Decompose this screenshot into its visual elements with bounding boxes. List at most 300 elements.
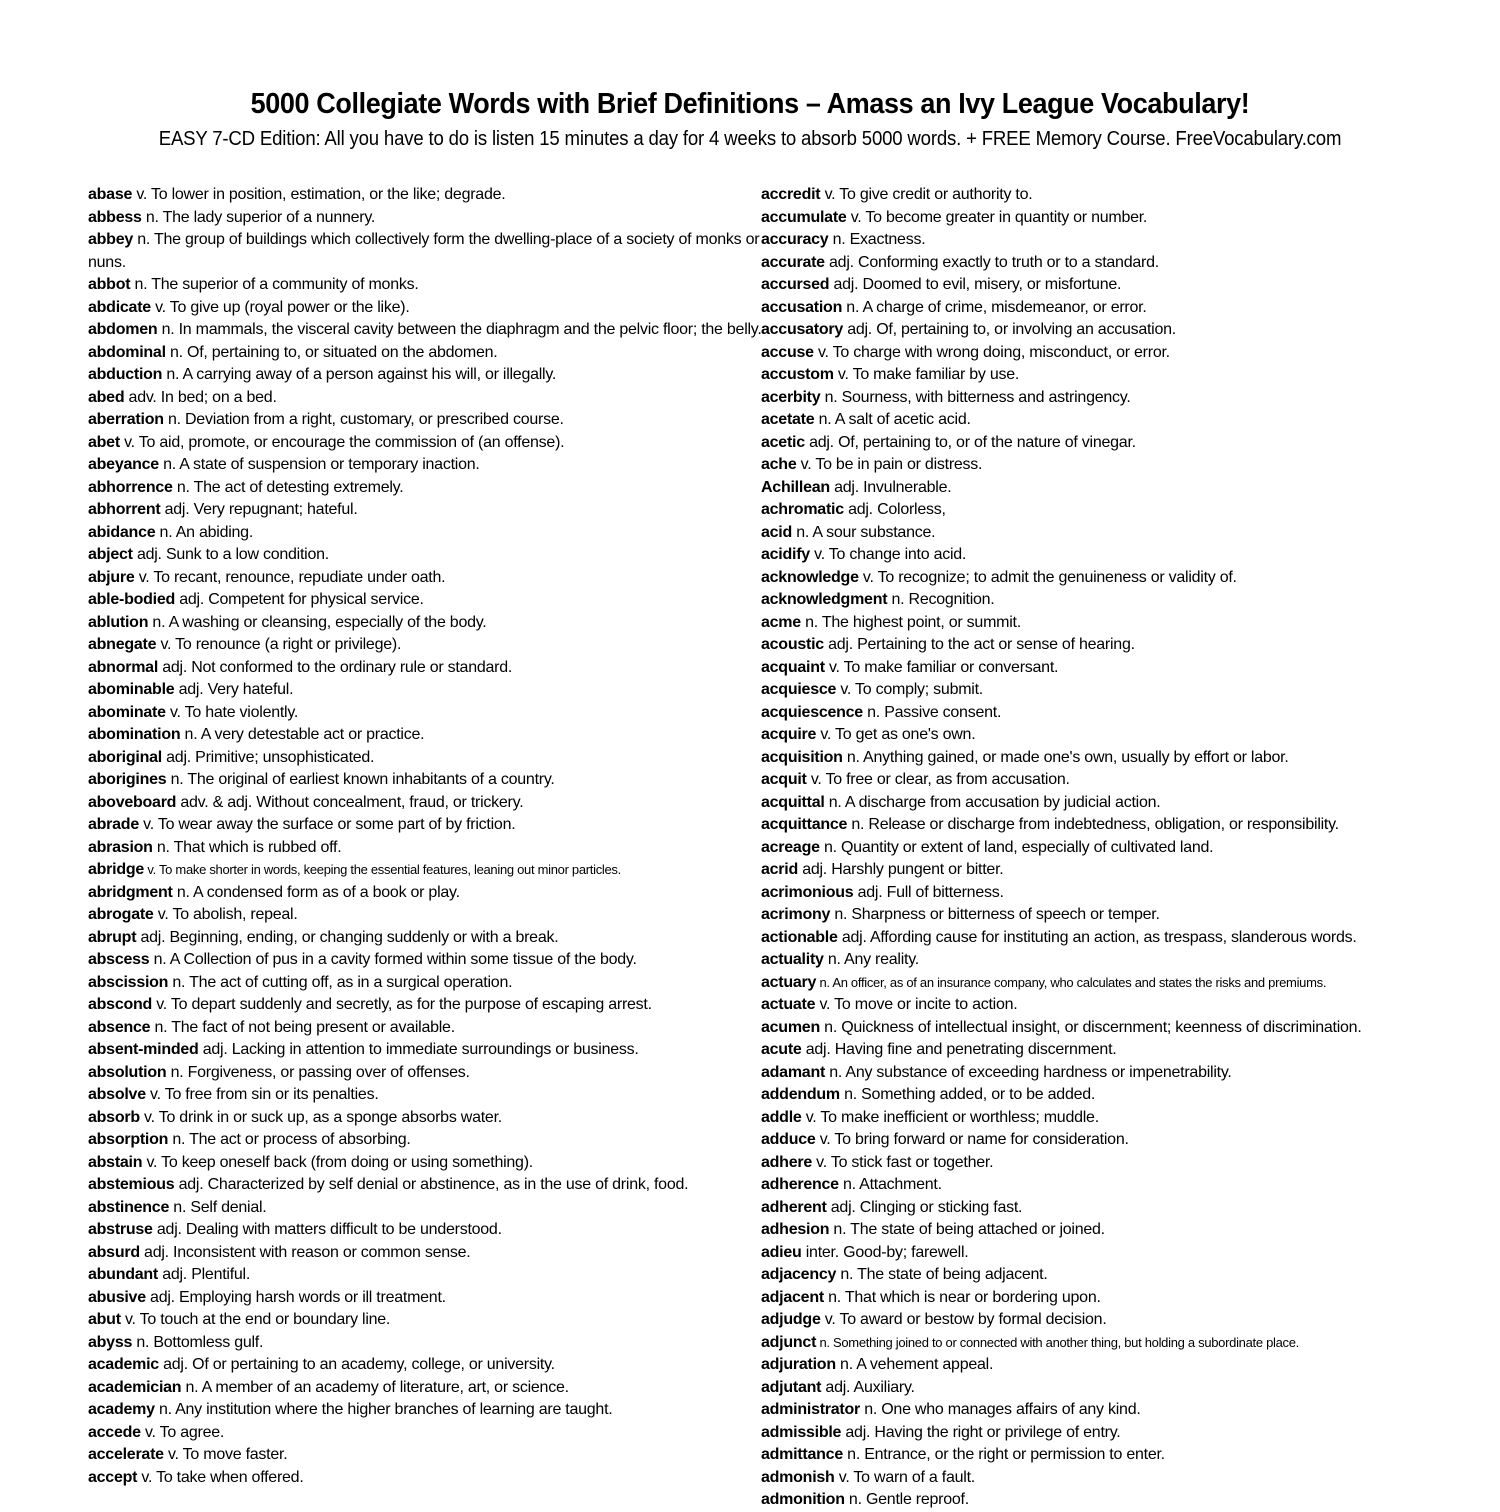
dictionary-entry	[88, 724, 778, 747]
entry-word: adjudge	[761, 1311, 821, 1328]
entry-word: adjacency	[761, 1266, 837, 1283]
dictionary-entry	[88, 207, 778, 230]
dictionary-entry	[88, 454, 778, 477]
entry-word: abject	[88, 546, 133, 563]
dictionary-entry	[761, 634, 1461, 657]
entry-definition: v. To make familiar or conversant.	[824, 658, 1059, 676]
entry-word: acquittal	[761, 793, 825, 811]
entry-definition: adj. Auxiliary.	[821, 1378, 915, 1396]
entry-definition: n. Entrance, or the right or permission to enter.	[842, 1446, 1165, 1463]
page-title: 5000 Collegiate Words with Brief Definitions – Amass an Ivy League Vocabulary!	[250, 88, 1250, 120]
entry-definition: n. A charge of crime, misdemeanor, or error.	[842, 298, 1147, 316]
entry-word: abjure	[88, 568, 135, 586]
entry-definition: adj. Beginning, ending, or changing suddenly or with a break.	[136, 928, 559, 946]
dictionary-entry	[761, 589, 1461, 612]
entry-word: accuse	[761, 343, 814, 361]
dictionary-entry	[88, 634, 778, 657]
entry-definition: v. To make shorter in words, keeping the essential features, leaning out minor particles.	[144, 862, 621, 877]
entry-word: abrupt	[88, 928, 137, 946]
entry-word: abrade	[88, 816, 139, 833]
entry-definition: v. To change into acid.	[809, 546, 967, 563]
entry-definition: n. The group of buildings which collectively form the dwelling-place of a society of monks or nuns.	[88, 231, 760, 271]
left-column	[88, 184, 778, 1489]
entry-word: abhorrence	[88, 478, 173, 496]
dictionary-entry	[88, 1174, 778, 1197]
entry-definition: v. To free from sin or its penalties.	[145, 1086, 379, 1103]
dictionary-entry	[88, 274, 778, 297]
entry-definition: n. An officer, as of an insurance company, who calculates and states the risks and premiums.	[816, 974, 1327, 990]
entry-word: acrimonious	[761, 883, 854, 901]
dictionary-entry	[88, 679, 778, 702]
entry-definition: n. That which is near or bordering upon.	[823, 1288, 1101, 1306]
entry-word: abduction	[88, 366, 163, 383]
entry-word: accusatory	[761, 321, 843, 338]
entry-definition: n. Something joined to or connected with another thing, but holding a subordinate place.	[816, 1334, 1299, 1350]
entry-definition: adj. Employing harsh words or ill treatment.	[145, 1288, 446, 1306]
entry-word: absolution	[88, 1063, 167, 1081]
entry-definition: adj. Inconsistent with reason or common sense.	[139, 1243, 471, 1261]
dictionary-entry	[761, 994, 1461, 1017]
entry-word: actuary	[761, 973, 817, 991]
dictionary-entry	[88, 612, 778, 635]
dictionary-entry	[761, 702, 1461, 725]
entry-word: acquaint	[761, 658, 825, 676]
entry-definition: v. To agree.	[140, 1423, 225, 1441]
dictionary-entry	[88, 1017, 778, 1040]
dictionary-entry	[88, 837, 778, 860]
entry-word: acoustic	[761, 636, 824, 653]
entry-definition: v. To move faster.	[163, 1446, 288, 1463]
dictionary-entry	[761, 454, 1461, 477]
entry-definition: n. The act or process of absorbing.	[168, 1131, 411, 1148]
entry-definition: n. A carrying away of a person against his will, or illegally.	[162, 366, 557, 383]
dictionary-entry	[88, 229, 778, 274]
entry-word: accede	[88, 1423, 141, 1441]
entry-word: abridge	[88, 861, 145, 878]
entry-word: Achillean	[761, 478, 830, 496]
entry-definition: v. To touch at the end or boundary line.	[120, 1311, 391, 1328]
dictionary-entry	[761, 1242, 1461, 1265]
entry-word: ablution	[88, 613, 149, 631]
entry-definition: adv. In bed; on a bed.	[124, 388, 277, 406]
entry-definition: adj. Dealing with matters difficult to be understood.	[152, 1221, 502, 1238]
entry-definition: v. To renounce (a right or privilege).	[156, 636, 402, 653]
entry-word: achromatic	[761, 501, 844, 518]
dictionary-entry	[761, 814, 1461, 837]
entry-definition: n. That which is rubbed off.	[152, 838, 342, 856]
entry-definition: v. To abolish, repeal.	[153, 906, 298, 923]
dictionary-entry	[88, 1107, 778, 1130]
entry-word: absurd	[88, 1243, 140, 1261]
entry-word: abominable	[88, 681, 175, 698]
entry-definition: v. To wear away the surface or some part of by friction.	[138, 816, 516, 833]
entry-definition: n. Sharpness or bitterness of speech or temper.	[830, 906, 1160, 923]
entry-word: acquiescence	[761, 703, 863, 721]
entry-definition: n. A washing or cleansing, especially of the body.	[148, 613, 487, 631]
entry-word: actionable	[761, 928, 838, 946]
dictionary-entry	[761, 274, 1461, 297]
entry-word: addle	[761, 1108, 802, 1126]
entry-word: admonition	[761, 1491, 845, 1508]
dictionary-entry	[88, 1287, 778, 1310]
dictionary-entry	[761, 612, 1461, 635]
dictionary-entry	[761, 1197, 1461, 1220]
dictionary-entry	[88, 747, 778, 770]
entry-definition: n. The state of being adjacent.	[836, 1266, 1048, 1283]
dictionary-entry	[88, 387, 778, 410]
dictionary-entry	[88, 814, 778, 837]
dictionary-entry	[88, 1444, 778, 1467]
entry-word: abstain	[88, 1153, 143, 1171]
entry-word: abbey	[88, 231, 133, 248]
dictionary-entry	[761, 1489, 1461, 1512]
entry-definition: n. An abiding.	[155, 523, 254, 541]
entry-word: abdomen	[88, 321, 158, 338]
dictionary-entry	[88, 657, 778, 680]
entry-word: acquit	[761, 771, 807, 788]
entry-definition: n. Any institution where the higher branches of learning are taught.	[154, 1401, 613, 1418]
entry-word: absorption	[88, 1131, 169, 1148]
entry-definition: v. To recognize; to admit the genuineness or validity of.	[858, 568, 1237, 586]
entry-word: abbess	[88, 208, 142, 226]
dictionary-entry	[761, 252, 1461, 275]
entry-word: accelerate	[88, 1446, 164, 1463]
entry-definition: v. To bring forward or name for consideration.	[815, 1131, 1129, 1148]
entry-word: abusive	[88, 1288, 146, 1306]
entry-word: abnormal	[88, 658, 159, 676]
dictionary-entry	[761, 522, 1461, 545]
entry-definition: adj. Sunk to a low condition.	[132, 546, 329, 563]
entry-word: abet	[88, 433, 120, 451]
entry-word: aberration	[88, 411, 164, 428]
entry-word: abyss	[88, 1333, 133, 1351]
entry-word: acrid	[761, 861, 798, 878]
entry-definition: adj. Of, pertaining to, or involving an accusation.	[843, 321, 1176, 338]
dictionary-entry	[761, 769, 1461, 792]
entry-word: abbot	[88, 276, 131, 293]
entry-word: administrator	[761, 1401, 860, 1418]
entry-word: abdominal	[88, 343, 166, 361]
entry-definition: n. A Collection of pus in a cavity formed within some tissue of the body.	[149, 951, 637, 968]
entry-definition: n. The original of earliest known inhabitants of a country.	[166, 771, 555, 788]
entry-word: adieu	[761, 1243, 802, 1261]
entry-word: accusation	[761, 298, 843, 316]
entry-word: acquittance	[761, 816, 848, 833]
entry-word: acid	[761, 523, 793, 541]
entry-word: accumulate	[761, 208, 847, 226]
dictionary-entry	[761, 1062, 1461, 1085]
entry-definition: n. Something added, or to be added.	[839, 1086, 1096, 1103]
dictionary-entry	[88, 477, 778, 500]
dictionary-entry	[88, 432, 778, 455]
entry-definition: v. To become greater in quantity or number.	[846, 208, 1148, 226]
entry-definition: n. The fact of not being present or available.	[150, 1018, 455, 1036]
dictionary-entry	[88, 1039, 778, 1062]
entry-definition: v. To comply; submit.	[836, 681, 983, 698]
dictionary-entry	[761, 1107, 1461, 1130]
dictionary-entry	[761, 882, 1461, 905]
entry-word: abscission	[88, 973, 169, 991]
dictionary-entry	[761, 1264, 1461, 1287]
entry-definition: v. To aid, promote, or encourage the commission of (an offense).	[119, 433, 565, 451]
entry-definition: v. To lower in position, estimation, or the like; degrade.	[132, 186, 506, 203]
right-column	[761, 184, 1461, 1512]
entry-definition: n. A very detestable act or practice.	[180, 726, 425, 743]
entry-word: acetate	[761, 411, 815, 428]
entry-word: academician	[88, 1378, 182, 1396]
entry-word: acidify	[761, 546, 810, 563]
entry-definition: n. Attachment.	[838, 1176, 942, 1193]
dictionary-entry	[761, 1129, 1461, 1152]
dictionary-entry	[761, 567, 1461, 590]
entry-word: acknowledgment	[761, 591, 888, 608]
entry-definition: v. To give up (royal power or the like).	[150, 298, 410, 316]
dictionary-entry	[761, 1422, 1461, 1445]
dictionary-entry	[761, 1084, 1461, 1107]
entry-word: accredit	[761, 186, 821, 203]
dictionary-entry	[88, 499, 778, 522]
entry-word: abscond	[88, 996, 153, 1013]
entry-word: abeyance	[88, 456, 159, 473]
entry-word: adhesion	[761, 1221, 830, 1238]
dictionary-entry	[761, 184, 1461, 207]
dictionary-entry	[761, 1399, 1461, 1422]
dictionary-entry	[761, 1467, 1461, 1490]
entry-definition: n. Quickness of intellectual insight, or discernment; keenness of discrimination.	[819, 1018, 1362, 1036]
entry-definition: v. To keep oneself back (from doing or using something).	[142, 1153, 533, 1171]
entry-definition: n. A member of an academy of literature, art, or science.	[181, 1378, 569, 1396]
dictionary-entry	[88, 364, 778, 387]
entry-word: acumen	[761, 1018, 820, 1036]
dictionary-entry	[88, 409, 778, 432]
entry-word: abstruse	[88, 1221, 153, 1238]
dictionary-entry	[88, 567, 778, 590]
entry-word: admittance	[761, 1446, 843, 1463]
entry-definition: n. The state of being attached or joined.	[829, 1221, 1105, 1238]
entry-word: ache	[761, 456, 797, 473]
entry-definition: n. A vehement appeal.	[835, 1356, 994, 1373]
dictionary-entry	[88, 859, 778, 882]
entry-definition: v. To free or clear, as from accusation.	[806, 771, 1070, 788]
dictionary-entry	[88, 342, 778, 365]
dictionary-entry	[88, 904, 778, 927]
entry-word: aboriginal	[88, 748, 162, 766]
entry-word: adjacent	[761, 1288, 824, 1306]
entry-definition: adj. Competent for physical service.	[175, 591, 424, 608]
dictionary-entry	[88, 319, 778, 342]
entry-definition: v. To drink in or suck up, as a sponge absorbs water.	[139, 1108, 502, 1126]
dictionary-entry	[761, 544, 1461, 567]
entry-word: abed	[88, 388, 125, 406]
dictionary-entry	[761, 387, 1461, 410]
dictionary-entry	[88, 972, 778, 995]
entry-word: abrogate	[88, 906, 154, 923]
dictionary-entry	[88, 1084, 778, 1107]
entry-word: abdicate	[88, 298, 151, 316]
entry-definition: n. Gentle reproof.	[844, 1491, 969, 1508]
dictionary-entry	[761, 927, 1461, 950]
entry-definition: v. To move or incite to action.	[815, 996, 1018, 1013]
entry-definition: n. Self denial.	[169, 1198, 267, 1216]
entry-word: acreage	[761, 838, 820, 856]
entry-definition: adj. Affording cause for instituting an action, as trespass, slanderous words.	[837, 928, 1357, 946]
dictionary-entry	[88, 949, 778, 972]
entry-word: accuracy	[761, 231, 829, 248]
dictionary-entry	[88, 1197, 778, 1220]
entry-word: acute	[761, 1041, 802, 1058]
entry-word: abscess	[88, 951, 150, 968]
dictionary-entry	[88, 1242, 778, 1265]
dictionary-entry	[761, 319, 1461, 342]
entry-word: abridgment	[88, 883, 173, 901]
dictionary-entry	[88, 589, 778, 612]
entry-definition: adj. Not conformed to the ordinary rule or standard.	[158, 658, 513, 676]
entry-definition: adj. Of or pertaining to an academy, college, or university.	[158, 1356, 555, 1373]
dictionary-entry	[88, 1219, 778, 1242]
dictionary-entry	[761, 477, 1461, 500]
entry-definition: adj. Having the right or privilege of entry.	[841, 1423, 1121, 1441]
dictionary-entry	[761, 1152, 1461, 1175]
entry-word: abstemious	[88, 1176, 175, 1193]
dictionary-entry	[88, 927, 778, 950]
dictionary-entry	[88, 1332, 778, 1355]
entry-definition: n. A sour substance.	[792, 523, 936, 541]
dictionary-entry	[88, 882, 778, 905]
dictionary-entry	[761, 657, 1461, 680]
entry-definition: n. The lady superior of a nunnery.	[141, 208, 376, 226]
entry-word: adjunct	[761, 1333, 817, 1351]
dictionary-entry	[761, 837, 1461, 860]
dictionary-entry	[88, 184, 778, 207]
entry-definition: adj. Full of bitterness.	[853, 883, 1004, 901]
entry-definition: n. Deviation from a right, customary, or prescribed course.	[163, 411, 564, 428]
entry-word: acrimony	[761, 906, 831, 923]
entry-word: abhorrent	[88, 501, 161, 518]
entry-word: absolve	[88, 1086, 146, 1103]
entry-definition: adj. Pertaining to the act or sense of hearing.	[823, 636, 1135, 653]
dictionary-entry	[88, 544, 778, 567]
entry-definition: n. Recognition.	[887, 591, 995, 608]
entry-definition: v. To be in pain or distress.	[796, 456, 983, 473]
entry-word: adamant	[761, 1063, 826, 1081]
dictionary-entry	[761, 297, 1461, 320]
entry-definition: inter. Good-by; farewell.	[801, 1243, 969, 1261]
entry-definition: v. To warn of a fault.	[834, 1468, 975, 1486]
entry-definition: v. To give credit or authority to.	[820, 186, 1033, 203]
entry-word: addendum	[761, 1086, 840, 1103]
entry-definition: adj. Lacking in attention to immediate surroundings or business.	[198, 1041, 639, 1058]
entry-definition: n. In mammals, the visceral cavity between the diaphragm and the pelvic floor; the belly.	[157, 321, 762, 338]
dictionary-entry	[761, 904, 1461, 927]
dictionary-entry	[88, 1422, 778, 1445]
dictionary-entry	[88, 297, 778, 320]
entry-word: absence	[88, 1018, 151, 1036]
entry-definition: v. To make inefficient or worthless; muddle.	[801, 1108, 1099, 1126]
dictionary-entry	[761, 679, 1461, 702]
entry-definition: adj. Primitive; unsophisticated.	[161, 748, 375, 766]
dictionary-entry	[88, 792, 778, 815]
entry-word: abidance	[88, 523, 156, 541]
entry-word: abstinence	[88, 1198, 170, 1216]
entry-word: adjuration	[761, 1356, 836, 1373]
entry-word: adduce	[761, 1131, 816, 1148]
dictionary-entry	[761, 1039, 1461, 1062]
dictionary-entry	[88, 1309, 778, 1332]
entry-definition: n. The highest point, or summit.	[800, 613, 1021, 631]
dictionary-entry	[761, 1332, 1461, 1355]
entry-word: accursed	[761, 276, 830, 293]
entry-definition: adj. Plentiful.	[158, 1266, 251, 1283]
dictionary-entry	[88, 1129, 778, 1152]
entry-definition: n. The act of detesting extremely.	[172, 478, 404, 496]
entry-word: academy	[88, 1401, 155, 1418]
entry-word: actuate	[761, 996, 816, 1013]
dictionary-entry	[761, 1354, 1461, 1377]
dictionary-entry	[88, 702, 778, 725]
entry-word: accustom	[761, 366, 834, 383]
dictionary-entry	[761, 1377, 1461, 1400]
entry-definition: v. To recant, renounce, repudiate under oath.	[134, 568, 446, 586]
entry-word: able-bodied	[88, 591, 176, 608]
entry-word: abnegate	[88, 636, 157, 653]
entry-definition: adj. Clinging or sticking fast.	[826, 1198, 1023, 1216]
entry-definition: v. To depart suddenly and secretly, as for the purpose of escaping arrest.	[152, 996, 652, 1013]
entry-word: academic	[88, 1356, 159, 1373]
dictionary-entry	[761, 1287, 1461, 1310]
dictionary-entry	[761, 364, 1461, 387]
entry-definition: n. Forgiveness, or passing over of offenses.	[166, 1063, 470, 1081]
entry-word: actuality	[761, 951, 824, 968]
dictionary-entry	[88, 1062, 778, 1085]
entry-definition: v. To award or bestow by formal decision.	[820, 1311, 1107, 1328]
dictionary-entry	[761, 1017, 1461, 1040]
dictionary-entry	[761, 409, 1461, 432]
entry-definition: v. To stick fast or together.	[811, 1153, 994, 1171]
entry-word: absent-minded	[88, 1041, 199, 1058]
dictionary-entry	[761, 747, 1461, 770]
entry-word: accept	[88, 1468, 138, 1486]
entry-definition: adj. Characterized by self denial or abstinence, as in the use of drink, food.	[174, 1176, 689, 1193]
dictionary-entry	[761, 724, 1461, 747]
dictionary-entry	[88, 1354, 778, 1377]
dictionary-entry	[88, 769, 778, 792]
entry-word: abominate	[88, 703, 166, 721]
entry-definition: n. A discharge from accusation by judicial action.	[824, 793, 1161, 811]
dictionary-entry	[761, 859, 1461, 882]
entry-word: admonish	[761, 1468, 835, 1486]
entry-word: absorb	[88, 1108, 140, 1126]
entry-definition: n. The superior of a community of monks.	[130, 276, 419, 293]
entry-definition: n. Release or discharge from indebtedness, obligation, or responsibility.	[847, 816, 1339, 833]
entry-definition: n. Of, pertaining to, or situated on the abdomen.	[165, 343, 498, 361]
entry-definition: n. Bottomless gulf.	[132, 1333, 264, 1351]
dictionary-entry	[761, 342, 1461, 365]
entry-definition: n. A condensed form as of a book or play.	[172, 883, 460, 901]
entry-definition: n. A salt of acetic acid.	[814, 411, 971, 428]
entry-word: accurate	[761, 253, 825, 271]
dictionary-entry	[88, 522, 778, 545]
entry-word: adhere	[761, 1153, 812, 1171]
entry-definition: adj. Conforming exactly to truth or to a standard.	[824, 253, 1159, 271]
dictionary-entry	[88, 1264, 778, 1287]
entry-word: abut	[88, 1311, 121, 1328]
entry-definition: n. A state of suspension or temporary inaction.	[158, 456, 480, 473]
dictionary-entry	[761, 229, 1461, 252]
entry-definition: adj. Colorless,	[843, 501, 946, 518]
entry-definition: v. To take when offered.	[137, 1468, 304, 1486]
entry-word: acerbity	[761, 388, 821, 406]
dictionary-entry	[88, 994, 778, 1017]
